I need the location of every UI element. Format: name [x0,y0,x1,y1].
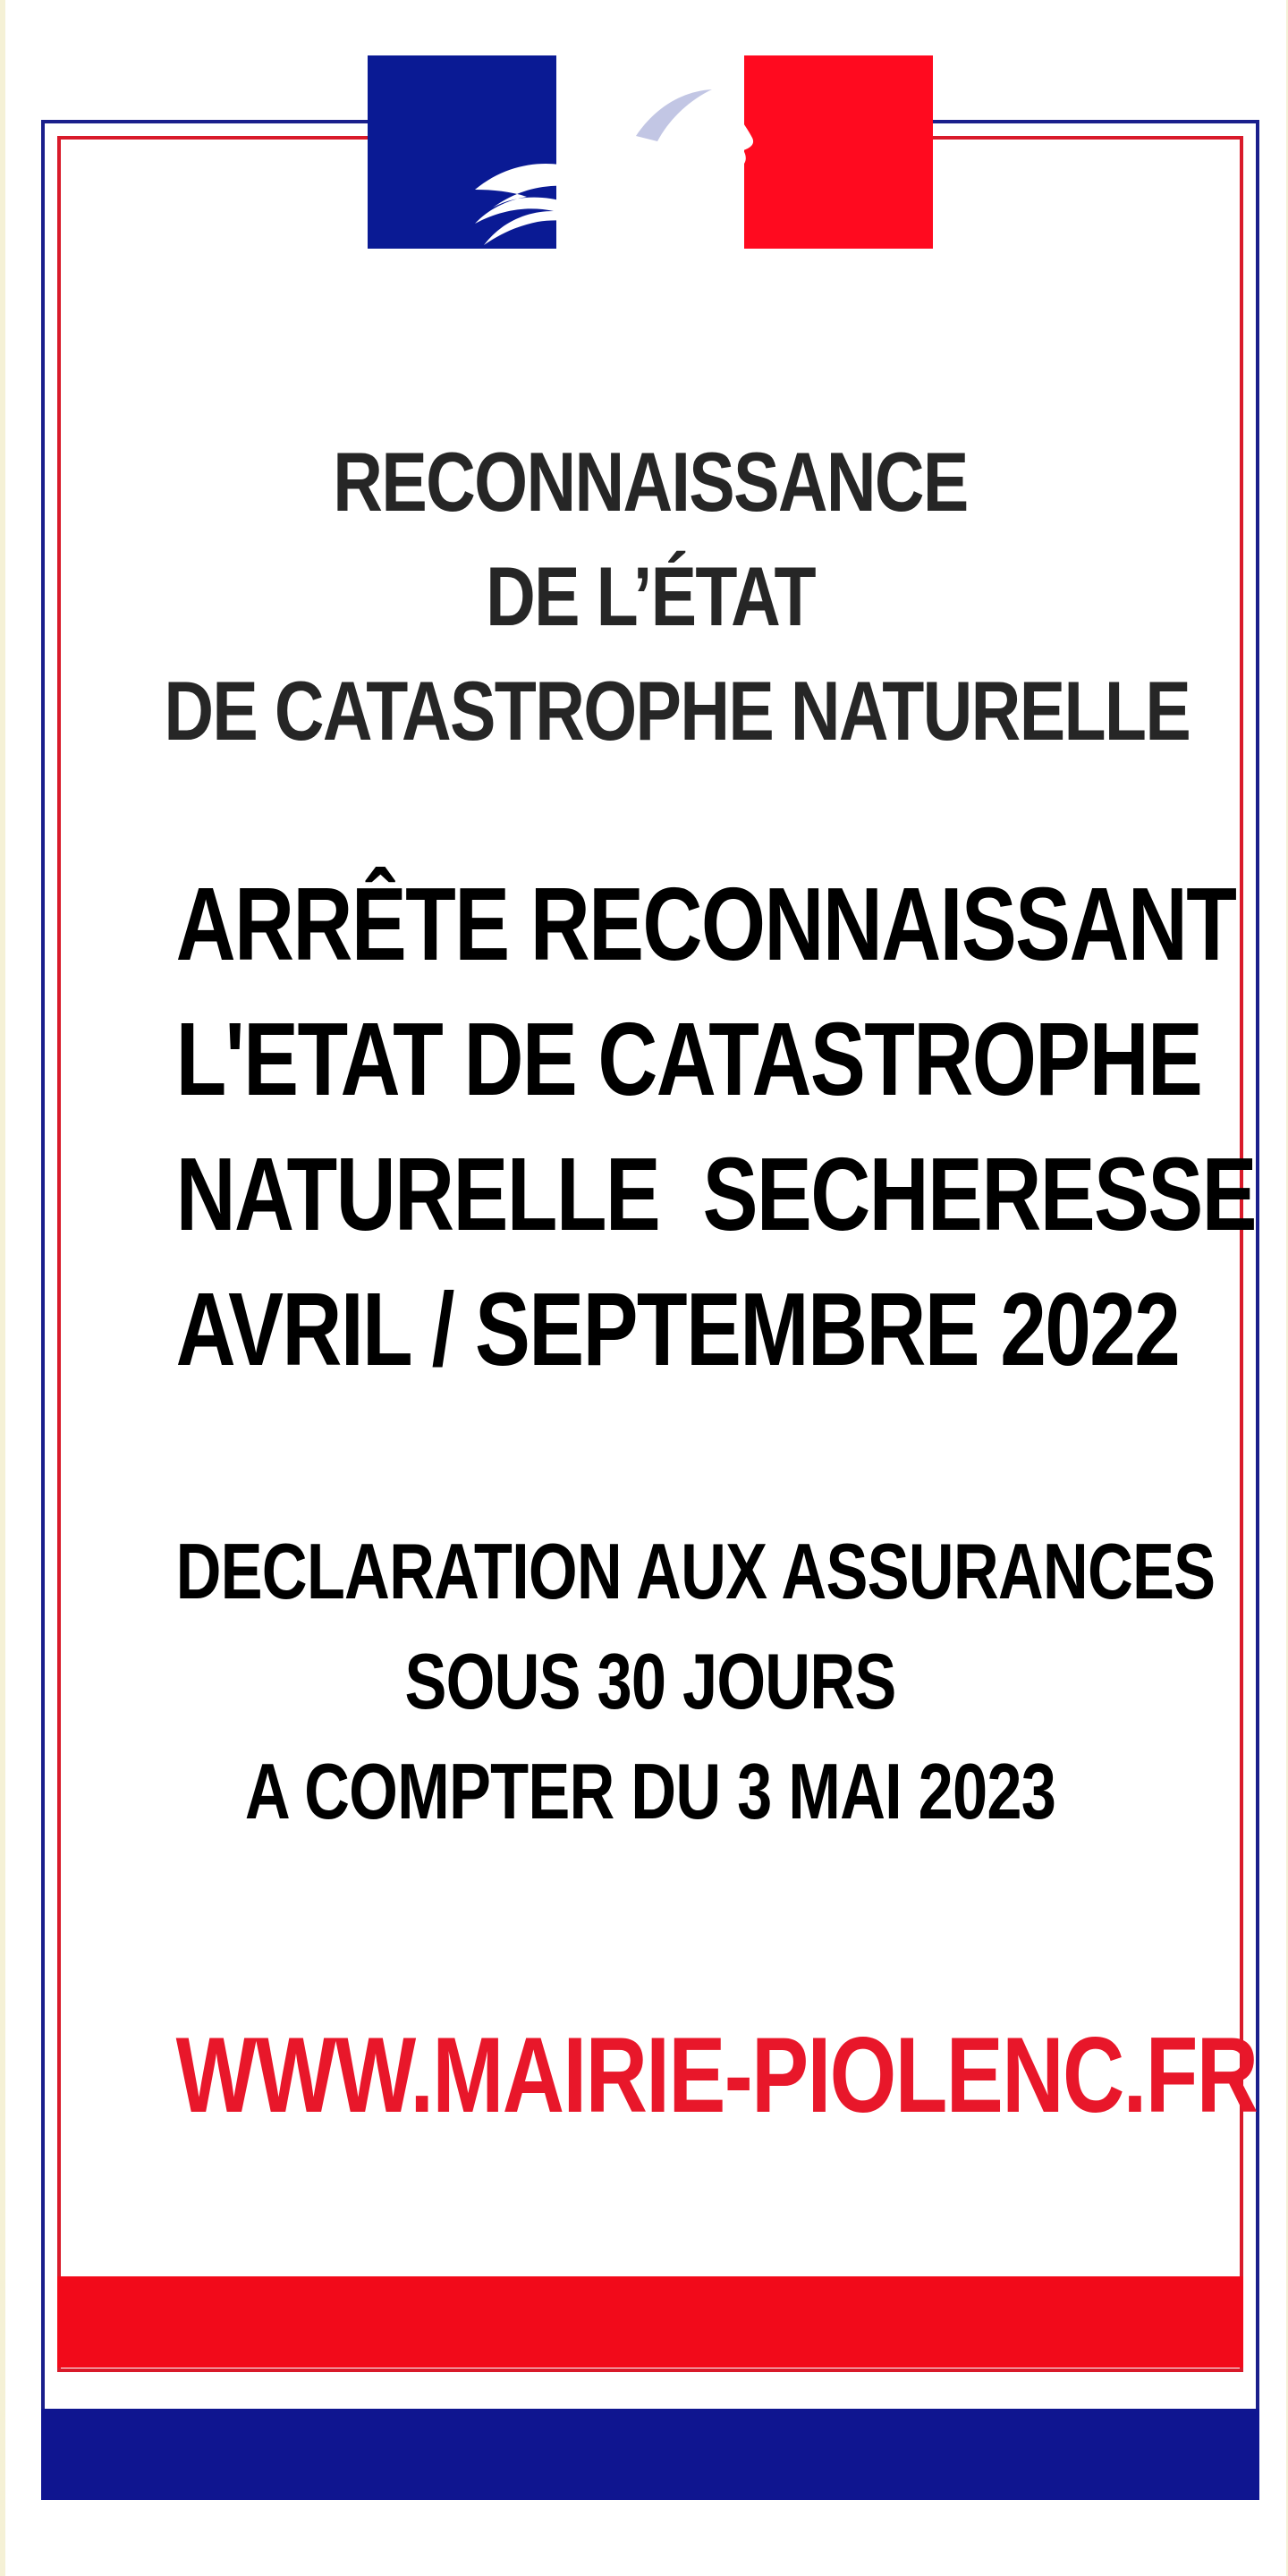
marianne-logo [368,55,933,249]
decree-line: ARRÊTE RECONNAISSANT [175,866,1236,982]
heading-line: DE L’ÉTAT [486,549,815,643]
red-band [57,2276,1243,2368]
marianne-profile-icon [368,55,933,249]
heading-line: RECONNAISSANCE [333,435,968,529]
notice-line: SOUS 30 JOURS [404,1637,896,1725]
decree-line: NATURELLE SECHERESSE [175,1136,1256,1252]
notice-line: DECLARATION AUX ASSURANCES [175,1527,1216,1615]
decree-line: AVRIL / SEPTEMBRE 2022 [175,1271,1180,1387]
heading-title [164,425,1191,768]
notice-line: A COMPTER DU 3 MAI 2023 [244,1747,1056,1835]
decree-line: L'ETAT DE CATASTROPHE [175,1001,1202,1117]
website-link[interactable]: WWW.MAIRIE-PIOLENC.FR [175,2015,1258,2135]
poster [5,0,1286,2576]
heading-line: DE CATASTROPHE NATURELLE [164,664,1191,758]
insurance-notice [175,1516,1216,1846]
blue-band [41,2409,1259,2500]
decree-text [175,857,1256,1397]
